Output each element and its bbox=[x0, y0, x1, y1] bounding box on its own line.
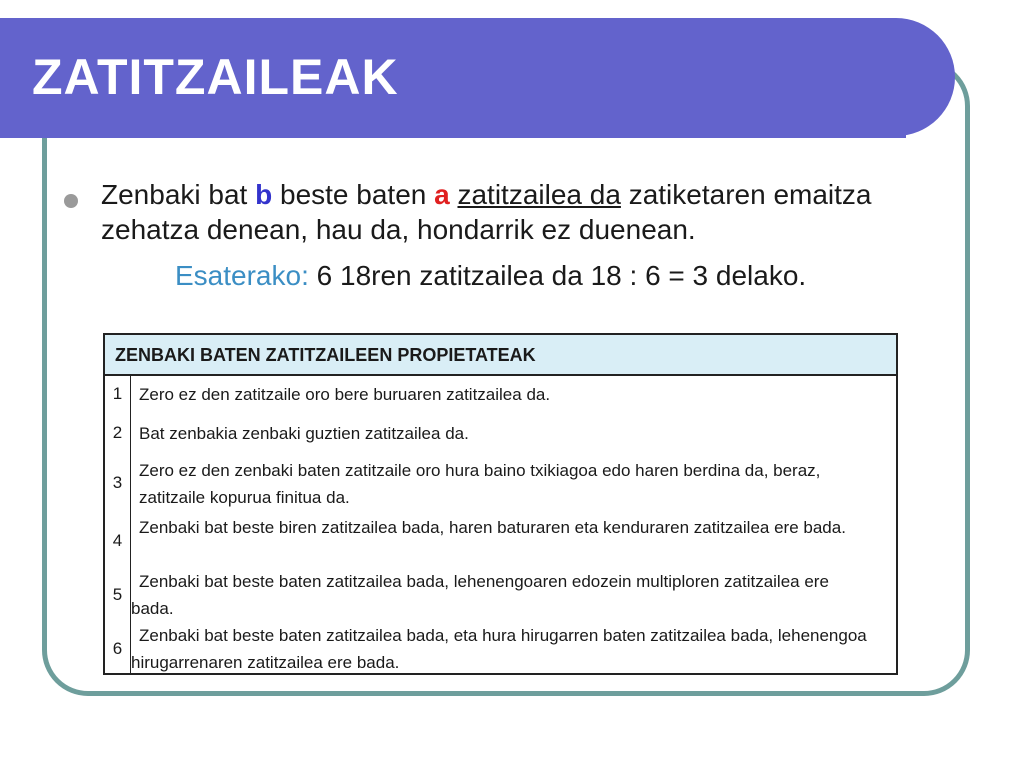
table-row bbox=[105, 621, 896, 677]
properties-table bbox=[103, 333, 898, 675]
table-body bbox=[105, 376, 896, 673]
slide-title: ZATITZAILEAK bbox=[32, 49, 399, 105]
bullet-text bbox=[101, 177, 901, 247]
row-number: 4 bbox=[112, 531, 123, 550]
example-text: 6 18ren zatitzailea da 18 : 6 = 3 delako. bbox=[308, 260, 807, 291]
row-number: 2 bbox=[112, 423, 123, 442]
row-text: Zenbaki bat beste baten zatitzailea bada, lehenengoaren edozein multiploren zatitzailea ere bada. bbox=[131, 572, 829, 618]
table-header: ZENBAKI BATEN ZATITZAILEEN PROPIETATEAK bbox=[105, 335, 896, 376]
variable-a: a bbox=[434, 179, 450, 210]
row-text: Zenbaki bat beste baten zatitzailea bada, eta hura hirugarren baten zatitzailea bada, lehenengoa hirugarrenaren zatitzailea ere bada. bbox=[131, 626, 867, 672]
table-row bbox=[105, 512, 896, 568]
example-line bbox=[175, 260, 806, 292]
table-row bbox=[105, 379, 896, 412]
bullet-part: zatiketaren emaitza zehatza denean, hau da, hondarrik ez duenean. bbox=[101, 179, 872, 245]
underlined-term: zatitzailea da bbox=[457, 179, 621, 210]
table-row bbox=[105, 419, 896, 452]
row-number: 3 bbox=[112, 473, 123, 492]
example-label: Esaterako: bbox=[175, 260, 309, 291]
table-row bbox=[105, 566, 896, 622]
title-underline bbox=[0, 133, 906, 138]
variable-b: b bbox=[255, 179, 273, 210]
row-number: 1 bbox=[112, 384, 123, 403]
row-text: Zenbaki bat beste biren zatitzailea bada, haren baturaren eta kenduraren zatitzailea ere bada. bbox=[139, 518, 846, 537]
bullet-dot-icon bbox=[64, 194, 78, 208]
row-text: Zero ez den zenbaki baten zatitzaile oro hura baino txikiagoa edo haren berdina da, beraz, zatitzaile kopurua finitua da. bbox=[139, 461, 821, 507]
row-number: 6 bbox=[112, 639, 123, 658]
row-number: 5 bbox=[112, 585, 123, 604]
bullet-part: beste baten bbox=[272, 179, 435, 210]
table-row bbox=[105, 456, 896, 512]
row-text: Zero ez den zatitzaile oro bere buruaren zatitzailea da. bbox=[139, 385, 551, 404]
bullet-part: Zenbaki bat bbox=[101, 179, 256, 210]
row-text: Bat zenbakia zenbaki guztien zatitzailea da. bbox=[139, 424, 469, 443]
